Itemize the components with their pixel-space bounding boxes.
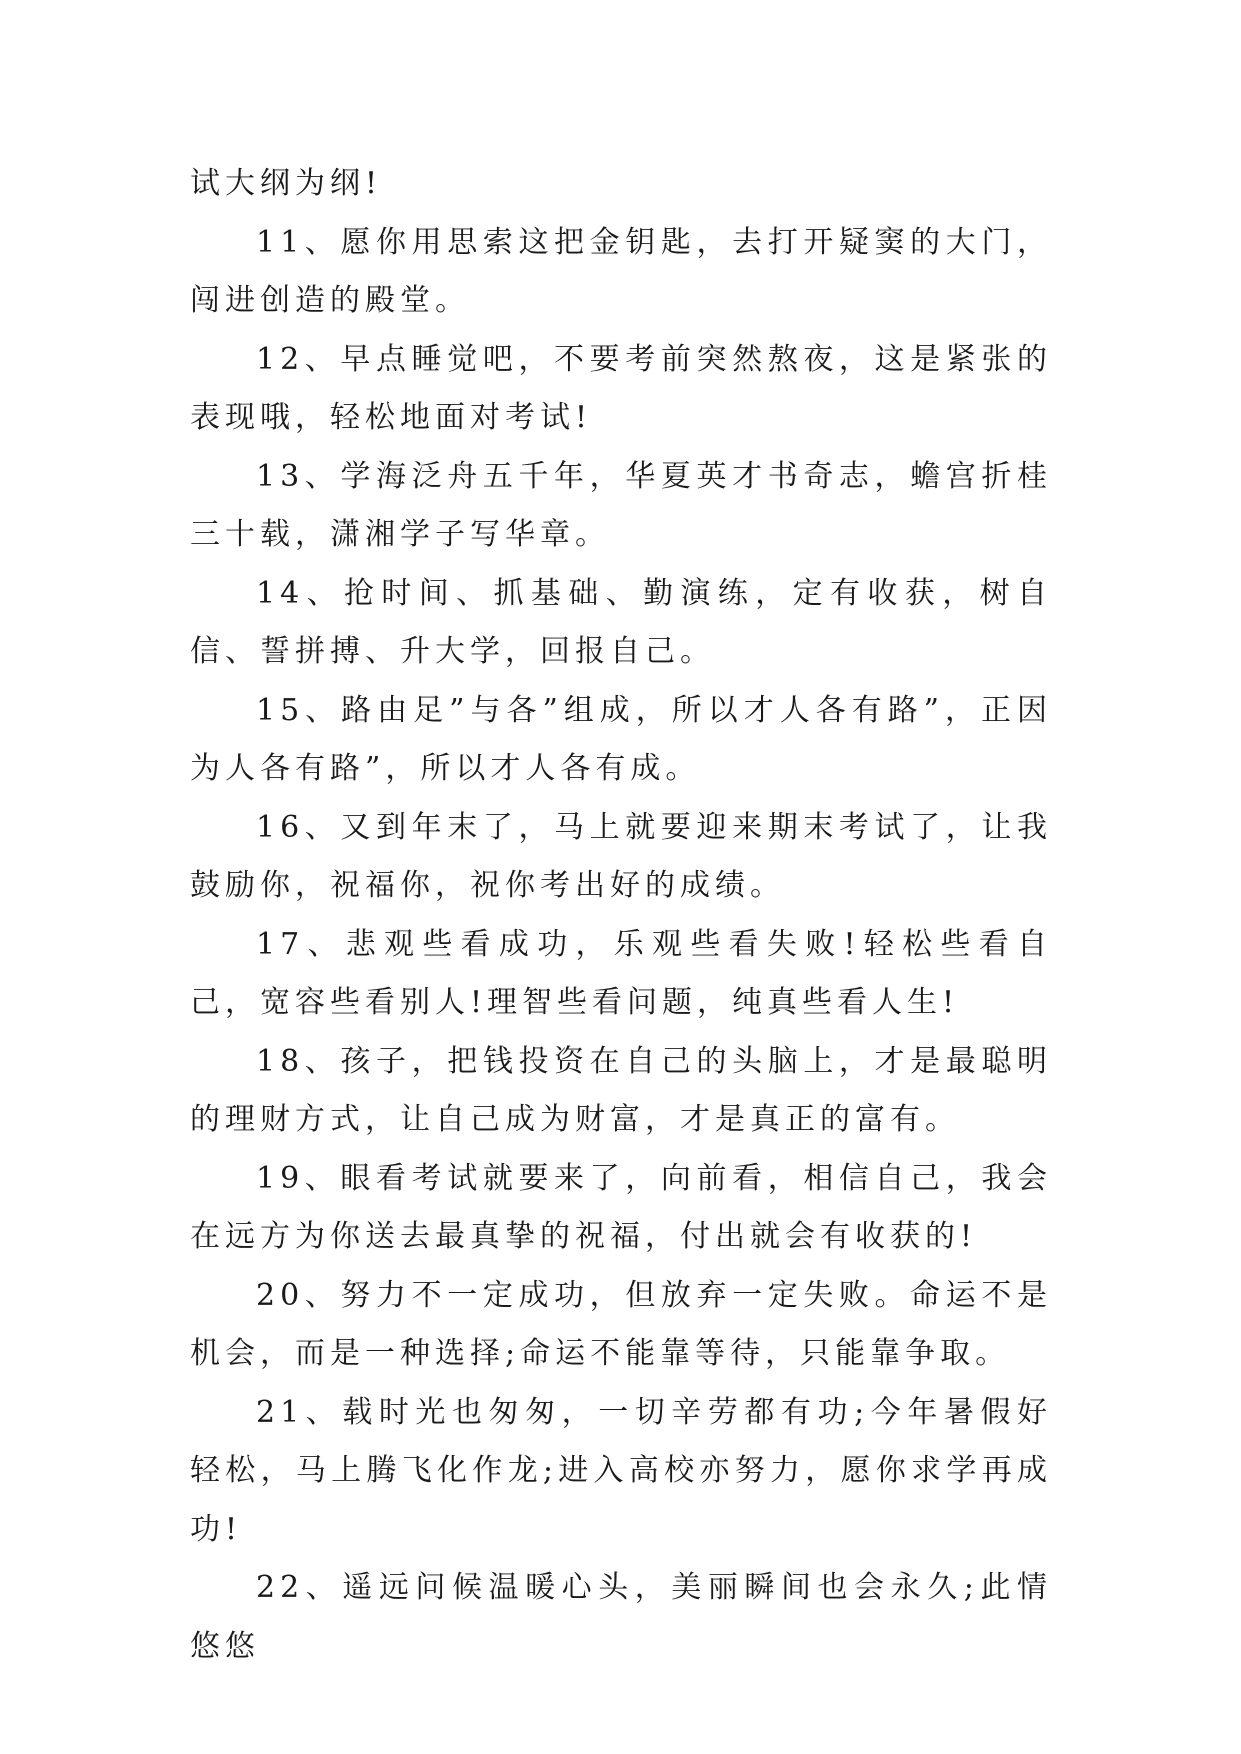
paragraph-item-20: 20、努力不一定成功，但放弃一定失败。命运不是机会，而是一种选择;命运不能靠等待，只能靠争取。: [190, 1277, 1052, 1371]
paragraph-item-18: 18、孩子，把钱投资在自己的头脑上，才是最聪明的理财方式，让自己成为财富，才是真正的富有。: [190, 1043, 1052, 1137]
paragraph-item-11: 11、愿你用思索这把金钥匙，去打开疑窦的大门，闯进创造的殿堂。: [190, 224, 1052, 318]
paragraph-item-17: 17、悲观些看成功，乐观些看失败!轻松些看自己，宽容些看别人!理智些看问题，纯真些看人生!: [190, 926, 1052, 1020]
paragraph-item-14: 14、抢时间、抓基础、勤演练，定有收获，树自信、誓拼搏、升大学，回报自己。: [190, 575, 1052, 669]
paragraph-item-13: 13、学海泛舟五千年，华夏英才书奇志，蟾宫折桂三十载，潇湘学子写华章。: [190, 458, 1052, 552]
document-page: [190, 155, 1052, 1676]
paragraph-item-19: 19、眼看考试就要来了，向前看，相信自己，我会在远方为你送去最真挚的祝福，付出就会有收获的!: [190, 1160, 1052, 1254]
paragraph-item-16: 16、又到年末了，马上就要迎来期末考试了，让我鼓励你，祝福你，祝你考出好的成绩。: [190, 809, 1052, 903]
paragraph-item-21: 21、载时光也匆匆，一切辛劳都有功;今年暑假好轻松，马上腾飞化作龙;进入高校亦努力，愿你求学再成功!: [190, 1394, 1052, 1547]
paragraph-item-22: 22、遥远问候温暖心头，美丽瞬间也会永久;此情悠悠: [190, 1570, 1052, 1664]
paragraph-item-12: 12、早点睡觉吧，不要考前突然熬夜，这是紧张的表现哦，轻松地面对考试!: [190, 341, 1052, 435]
paragraph-item-15: 15、路由足”与各”组成，所以才人各有路”，正因为人各有路”，所以才人各有成。: [190, 692, 1052, 786]
paragraph-continuation: 试大纲为纲!: [190, 166, 383, 201]
